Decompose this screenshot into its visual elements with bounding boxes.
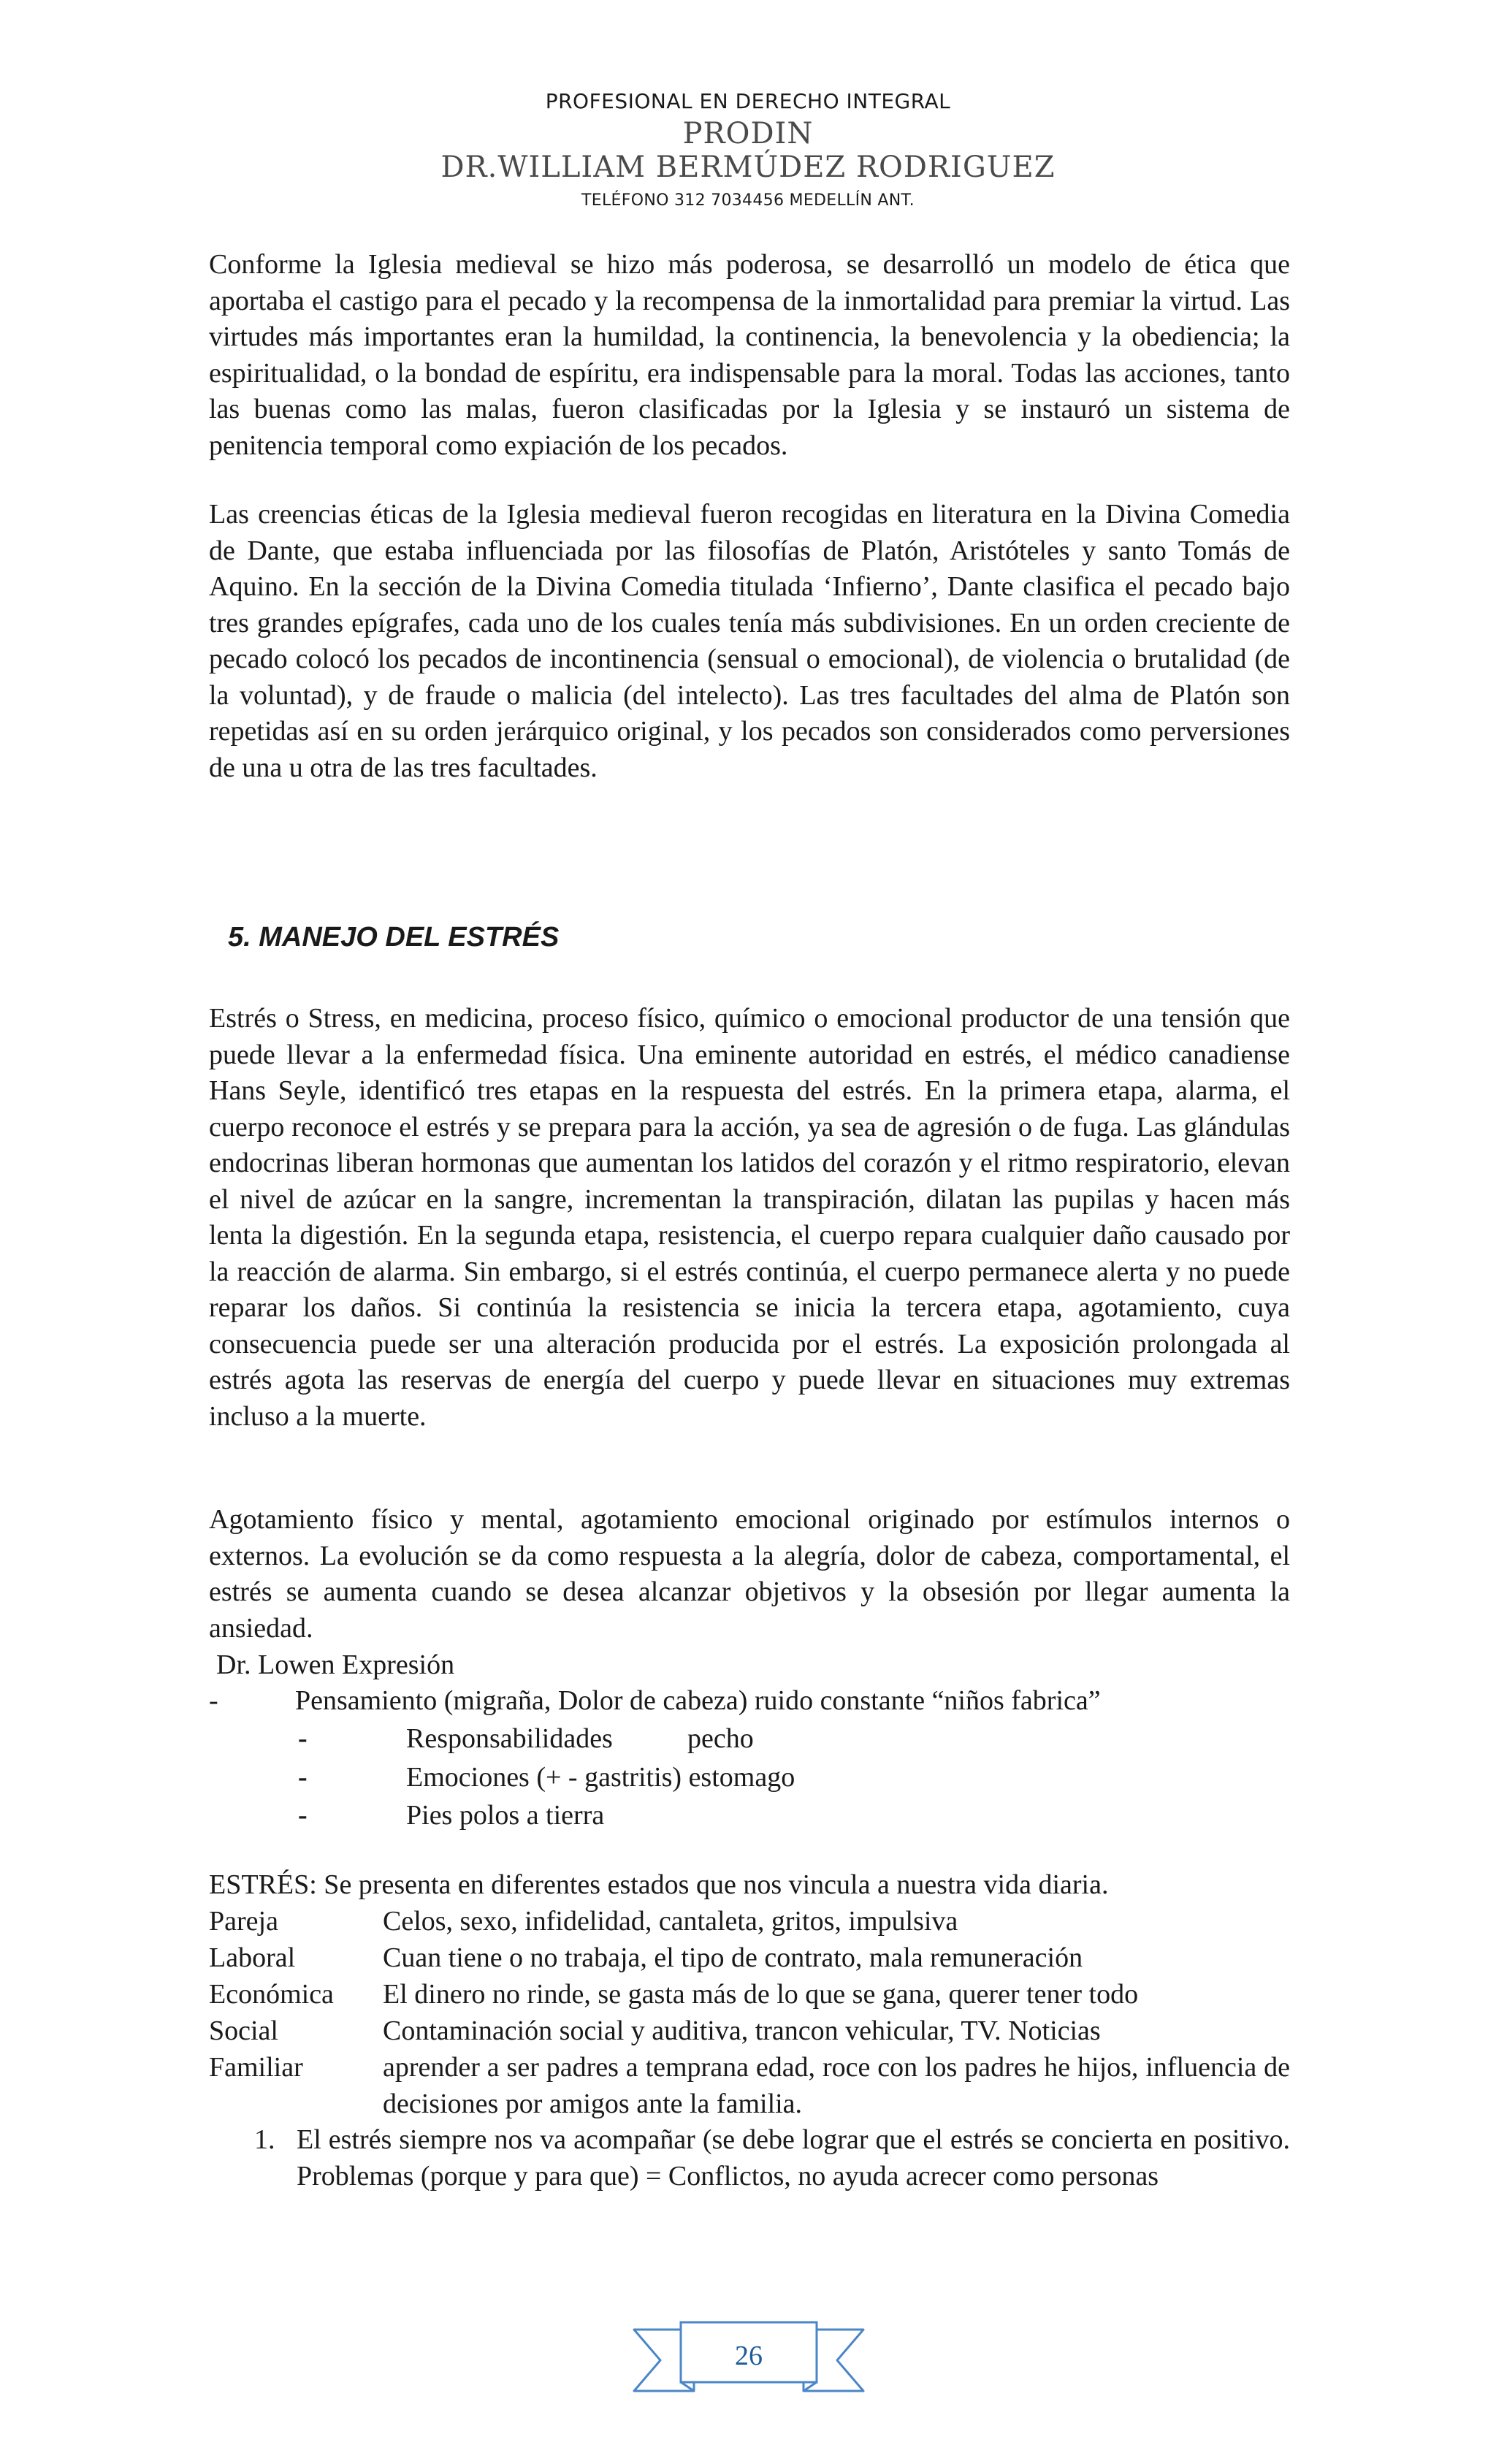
dash-item-text: Pensamiento (migraña, Dolor de cabeza) ruido constante “niños fabrica” bbox=[295, 1685, 1101, 1716]
header-firm-name: PROFESIONAL EN DERECHO INTEGRAL bbox=[545, 89, 951, 113]
bullet-marker: - bbox=[298, 1762, 308, 1793]
paragraph-agotamiento: Agotamiento físico y mental, agotamiento emocional originado por estímulos internos o externos. La evolución se da como respuesta a la alegría, dolor de cabeza, comportamental, el estrés se aumenta cuando se desea alcanzar objetivos y la obsesión por llegar aumenta la ansiedad. bbox=[209, 1504, 1290, 1644]
bullet-item-text: Emociones (+ - gastritis) estomago bbox=[406, 1762, 795, 1793]
category-text: Cuan tiene o no trabaja, el tipo de contrato, mala remuneración bbox=[383, 1942, 1083, 1973]
estres-intro: ESTRÉS: Se presenta en diferentes estados que nos vincula a nuestra vida diaria. bbox=[209, 1869, 1109, 1900]
category-label: Pareja bbox=[209, 1906, 278, 1937]
bullet-item-extra: pecho bbox=[687, 1723, 754, 1754]
category-text: El dinero no rinde, se gasta más de lo que se gana, querer tener todo bbox=[383, 1979, 1139, 2010]
numbered-marker: 1. bbox=[254, 2124, 275, 2155]
dash-marker: - bbox=[209, 1685, 218, 1716]
paragraph-iglesia-medieval: Conforme la Iglesia medieval se hizo más poderosa, se desarrolló un modelo de ética que aportaba el castigo para el pecado y la recompensa de la inmortalidad para premiar la virtud. Las virtudes más importantes eran la humildad, la continencia, la benevolencia y la obediencia; la espiritualidad, o la bondad de espíritu, era indispensable para la moral. Todas las acciones, tanto las buenas como las malas, fueron clasificadas por la Iglesia y se instauró un sistema de penitencia temporal como expiación de los pecados. bbox=[209, 249, 1290, 461]
category-label: Económica bbox=[209, 1979, 334, 2010]
header-author: DR.WILLIAM BERMÚDEZ RODRIGUEZ bbox=[440, 150, 1056, 184]
paragraph-estres-definicion: Estrés o Stress, en medicina, proceso físico, químico o emocional productor de una tensión que puede llevar a la enfermedad física. Una eminente autoridad en estrés, el médico canadiense Hans Seyle, identificó tres etapas en la respuesta del estrés. En la primera etapa, alarma, el cuerpo reconoce el estrés y se prepara para la acción, ya sea de agresión o de fuga. Las glándulas endocrinas liberan hormonas que aumentan los latidos del corazón y el ritmo respiratorio, elevan el nivel de azúcar en la sangre, incrementan la transpiración, dilatan las pupilas y hacen más lenta la digestión. En la segunda etapa, resistencia, el cuerpo repara cualquier daño causado por la reacción de alarma. Sin embargo, si el estrés continúa, el cuerpo permanece alerta y no puede reparar los daños. Si continúa la resistencia se inicia la tercera etapa, agotamiento, cuya consecuencia puede ser una alteración producida por el estrés. La exposición prolongada al estrés agota las reservas de energía del cuerpo y puede llevar en situaciones muy extremas incluso a la muerte. bbox=[209, 1003, 1290, 1432]
section-heading: 5. MANEJO DEL ESTRÉS bbox=[228, 922, 560, 953]
page-number: 26 bbox=[735, 2341, 763, 2371]
header-phone: TELÉFONO 312 7034456 MEDELLÍN ANT. bbox=[581, 191, 915, 210]
category-text: Contaminación social y auditiva, trancon vehicular, TV. Noticias bbox=[383, 2015, 1101, 2046]
bullet-item-text: Responsabilidades bbox=[406, 1723, 613, 1754]
numbered-item-text: El estrés siempre nos va acompañar (se debe lograr que el estrés se concierta en positivo. Problemas (porque y para que) = Conflictos, no ayuda acrecer como personas bbox=[297, 2124, 1290, 2192]
category-text: Celos, sexo, infidelidad, cantaleta, gritos, impulsiva bbox=[383, 1906, 958, 1937]
paragraph-divina-comedia: Las creencias éticas de la Iglesia medieval fueron recogidas en literatura en la Divina Comedia de Dante, que estaba influenciada por las filosofías de Platón, Aristóteles y santo Tomás de Aquino. En la sección de la Divina Comedia titulada ‘Infierno’, Dante clasifica el pecado bajo tres grandes epígrafes, cada uno de los cuales tenía más subdivisiones. En un orden creciente de pecado colocó los pecados de incontinencia (sensual o emocional), de violencia o brutalidad (de la voluntad), y de fraude o malicia (del intelecto). Las tres facultades del alma de Platón son repetidas así en su orden jerárquico original, y los pecados son considerados como perversiones de una u otra de las tres facultades. bbox=[209, 499, 1290, 783]
bullet-marker: - bbox=[298, 1800, 308, 1831]
category-label: Social bbox=[209, 2015, 278, 2046]
bullet-marker: - bbox=[298, 1723, 308, 1754]
header-acronym: PRODIN bbox=[682, 117, 814, 150]
page-number-ribbon bbox=[628, 2319, 869, 2400]
category-label: Laboral bbox=[209, 1942, 296, 1973]
bullet-item-text: Pies polos a tierra bbox=[406, 1800, 605, 1831]
lowen-line: Dr. Lowen Expresión bbox=[216, 1649, 455, 1680]
category-label: Familiar bbox=[209, 2052, 303, 2083]
category-text: aprender a ser padres a temprana edad, roce con los padres he hijos, influencia de decisiones por amigos ante la familia. bbox=[383, 2052, 1290, 2119]
